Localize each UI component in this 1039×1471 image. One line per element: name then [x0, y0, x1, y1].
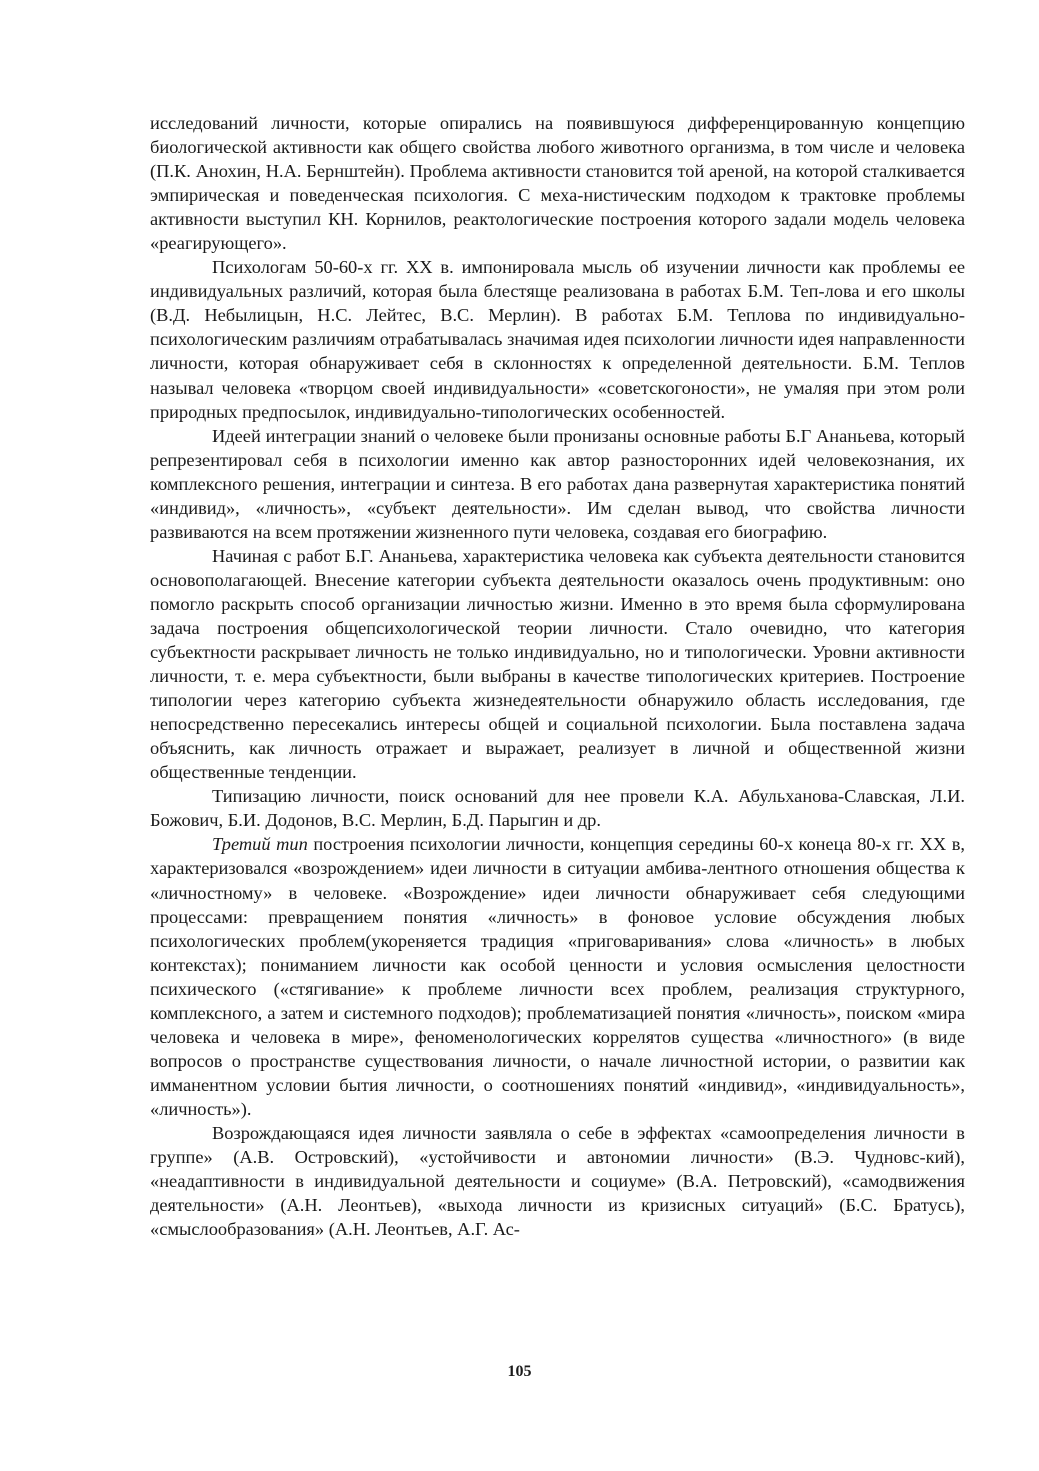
paragraph-5	[150, 784, 965, 832]
paragraph-4	[150, 544, 965, 784]
paragraph-2	[150, 255, 965, 423]
paragraph-4-text: Начиная с работ Б.Г. Ананьева, характеристика человека как субъекта деятельности становится основополагающей. Внесение категории субъекта деятельности оказалось очень продуктивным: оно помогло раскрыть способ организации личностью жизни. Именно в это время была сформулирована задача построения общепсихологической теории личности. Стало очевидно, что категория субъектности раскрывает личность не только индивидуально, но и типологически. Уровни активности личности, т. е. мера субъектности, были выбраны в качестве типологических критериев. Построение типологии через категорию субъекта жизнедеятельности обнаружило область исследования, где непосредственно пересекались интересы общей и социальной психологии. Была поставлена задача объяснить, как личность отражает и выражает, реализует в личной и общественной жизни общественные тенденции.	[150, 545, 965, 783]
paragraph-3	[150, 424, 965, 544]
paragraph-6-text: построения психологии личности, концепция середины 60-х конеца 80-х гг. XX в, характеризовался «возрождением» идеи личности в ситуации амбива-лентного отношения общества к «личностному» в человеке. «Возрождение» идеи личности обнаруживает себя следующими процессами: превращением понятия «личность» в фоновое условие обсуждения любых психологических проблем(укореняется традиция «приговаривания» слова «личность» в любых контекстах); пониманием личности как особой ценности и условия осмысления целостности психического («стягивание» к проблеме личности всех проблем, реализация структурного, комплексного, а затем и системного подходов); проблематизацией понятия «личность», поиском «мира человека и человека в мире», феноменологических коррелятов существа «личностного» (в виде вопросов о пространстве существования личности, о начале личностной истории, о развитии как имманентном условии бытия личности, о соотношениях понятий «индивид», «индивидуальность», «личность»).	[150, 834, 965, 1119]
page-number: 105	[507, 1363, 532, 1380]
paragraph-1	[150, 111, 965, 255]
page-body	[150, 111, 965, 1241]
paragraph-6	[150, 832, 965, 1121]
paragraph-5-text: Типизацию личности, поиск оснований для нее провели К.А. Абульханова-Славская, Л.И. Божович, Б.И. Додонов, В.С. Мерлин, Б.Д. Парыгин и др.	[150, 786, 965, 831]
paragraph-7	[150, 1121, 965, 1241]
paragraph-6-italic-lead: Третий тип	[212, 834, 308, 855]
paragraph-1-text: исследований личности, которые опирались на появившуюся дифференцированную концепцию биологической активности как общего свойства любого животного организма, в том числе и человека (П.К. Анохин, Н.А. Бернштейн). Проблема активности становится той ареной, на которой сталкивается эмпирическая и поведенческая психология. С меха-нистическим подходом к трактовке проблемы активности выступил КН. Корнилов, реактологические построения которого задали модель человека «реагирующего».	[150, 113, 965, 254]
paragraph-2-text: Психологам 50-60-х гг. XX в. импонировала мысль об изучении личности как проблемы ее индивидуальных различий, которая была блестяще реализована в работах Б.М. Теп-лова и его школы (В.Д. Небылицын, Н.С. Лейтес, В.С. Мерлин). В работах Б.М. Теплова по индивидуально-психологическим различиям отрабатывалась значимая идея психологии личности идея направленности личности, которая обнаруживает себя в склонностях к определенной деятельности. Б.М. Теплов называл человека «творцом своей индивидуальности» «советскогоности», не умаляя при этом роли природных предпосылок, индивидуально-типологических особенностей.	[150, 257, 965, 422]
paragraph-7-text: Возрождающаяся идея личности заявляла о себе в эффектах «самоопределения личности в группе» (А.В. Островский), «устойчивости и автономии личности» (В.Э. Чудновс-кий), «неадаптивности в индивидуальной деятельности и социуме» (В.А. Петровский), «самодвижения деятельности» (А.Н. Леонтьев), «выхода личности из кризисных ситуаций» (Б.С. Братусь), «смыслообразования» (А.Н. Леонтьев, А.Г. Ас-	[150, 1122, 965, 1240]
paragraph-3-text: Идеей интеграции знаний о человеке были пронизаны основные работы Б.Г Ананьева, который репрезентировал себя в психологии именно как автор разносторонних идей человекознания, их комплексного решения, интеграции и синтеза. В его работах дана развернутая характеристика понятий «индивид», «личность», «субъект деятельности». Им сделан вывод, что свойства личности развиваются на всем протяжении жизненного пути человека, создавая его биографию.	[150, 425, 965, 542]
